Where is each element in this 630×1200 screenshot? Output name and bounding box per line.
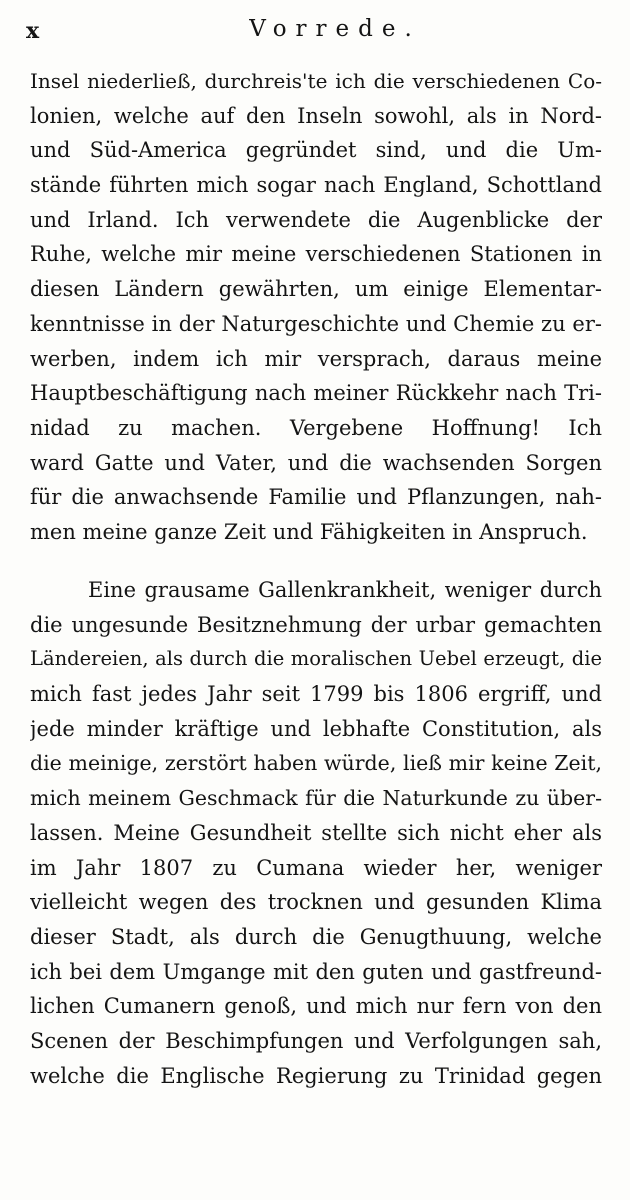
text-line: diesen Ländern gewährten, um einige Elementar- <box>30 277 602 302</box>
text-line: Insel niederließ, durchreis'te ich die verschiedenen Co- <box>30 69 602 93</box>
text-line: nidad zu machen. Vergebene Hoffnung! Ich <box>30 415 602 440</box>
text-line: jede minder kräftige und lebhafte Constitution, als <box>30 716 602 741</box>
text-line: lichen Cumanern genoß, und mich nur fern von den <box>30 994 602 1019</box>
text-line: im Jahr 1807 zu Cumana wieder her, weniger <box>30 855 602 880</box>
text-line: die ungesunde Besitznehmung der urbar gemachten <box>30 612 602 637</box>
page-number: x <box>26 18 41 44</box>
text-line: Ländereien, als durch die moralischen Uebel erzeugt, die <box>30 647 602 671</box>
text-line: Hauptbeschäftigung nach meiner Rückkehr nach Tri- <box>30 381 602 406</box>
text-line: men meine ganze Zeit und Fähigkeiten in Anspruch. <box>30 519 588 544</box>
text-line: welche die Englische Regierung zu Trinidad gegen <box>30 1063 602 1088</box>
text-line: und Irland. Ich verwendete die Augenblicke der <box>30 207 602 232</box>
text-line: für die anwachsende Familie und Pflanzungen, nah- <box>30 485 602 510</box>
text-line: und Süd-America gegründet sind, und die Um- <box>30 138 602 163</box>
text-line: ward Gatte und Vater, und die wachsenden Sorgen <box>30 450 602 475</box>
text-line: lonien, welche auf den Inseln sowohl, als in Nord- <box>30 103 602 128</box>
text-line: Ruhe, welche mir meine verschiedenen Stationen in <box>30 242 602 267</box>
text-line: vielleicht wegen des trocknen und gesunden Klima <box>30 890 602 915</box>
paragraph-1 <box>30 64 602 550</box>
paragraph-2 <box>30 573 602 1093</box>
text-line: die meinige, zerstört haben würde, ließ mir keine Zeit, <box>30 751 602 776</box>
text-line: ich bei dem Umgange mit den guten und gastfreund- <box>30 959 602 984</box>
text-line: mich meinem Geschmack für die Naturkunde zu über- <box>30 786 602 811</box>
text-line: Scenen der Beschimpfungen und Verfolgungen sah, <box>30 1028 602 1053</box>
text-line: kenntnisse in der Naturgeschichte und Chemie zu er- <box>30 311 602 336</box>
running-head: Vorrede. <box>249 16 421 42</box>
text-line: werben, indem ich mir versprach, daraus meine <box>30 346 602 371</box>
text-line: Eine grausame Gallenkrankheit, weniger durch <box>88 578 602 602</box>
text-line: lassen. Meine Gesundheit stellte sich nicht eher als <box>30 820 602 845</box>
text-line: dieser Stadt, als durch die Genugthuung, welche <box>30 924 602 949</box>
text-line: stände führten mich sogar nach England, Schottland <box>30 173 602 198</box>
text-line: mich fast jedes Jahr seit 1799 bis 1806 ergriff, und <box>30 682 602 707</box>
